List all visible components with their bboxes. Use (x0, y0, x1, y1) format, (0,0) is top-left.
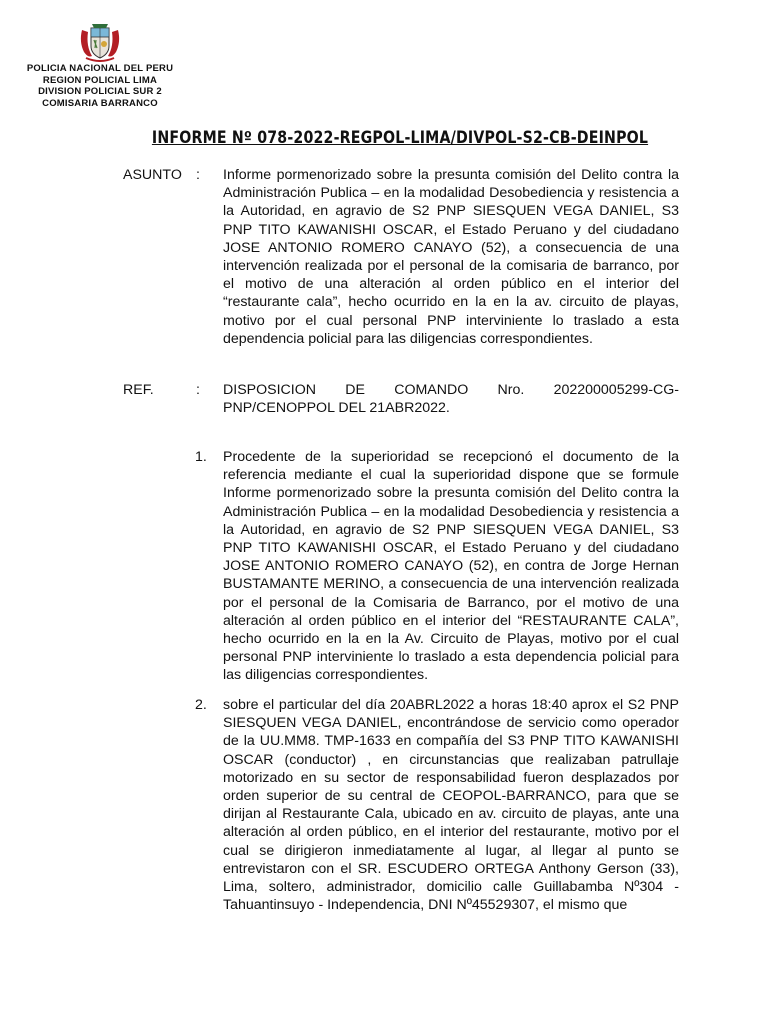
paragraph-2-text: sobre el particular del día 20ABRL2022 a horas 18:40 aprox el S2 PNP SIESQUEN VEGA DANIEL, encontrándose de servicio como operador de la UU.MM8. TMP-1633 en compañía del S3 PNP TITO KAWANISHI OSCAR (conductor) , en circunstancias que realizaban patrullaje motorizado en su sector de responsabilidad fueron desplazados por orden superior de su central de CEOPOL-BARRANCO, para que se dirijan al Restaurante Cala, ubicado en av. circuito de playas, ante una alteración al orden público, en el interior del restaurante, motivo por el cual se dirigieron inmediatamente al lugar, al llegar al punto se entrevistaron con el SR. ESCUDERO ORTEGA Anthony Gerson (33), Lima, soltero, administrador, domicilio calle Guillabamba Nº304 - Tahuantinsuyo - Independencia, DNI Nº45529307, el mismo que (223, 697, 679, 914)
ref-label: REF. (123, 382, 154, 398)
org-line-3: DIVISION POLICIAL SUR 2 (38, 86, 162, 97)
paragraph-2-number: 2. (195, 697, 207, 713)
ref-colon: : (196, 382, 200, 398)
org-line-1: POLICIA NACIONAL DEL PERU (26, 63, 174, 74)
asunto-colon: : (196, 167, 200, 183)
org-line-4: COMISARIA BARRANCO (42, 97, 158, 109)
ref-text: DISPOSICION DE COMANDO Nro. 202200005299-CG-PNP/CENOPPOL DEL 21ABR2022. (223, 382, 679, 417)
asunto-label: ASUNTO (123, 167, 182, 183)
organization-header (10, 63, 190, 109)
asunto-text: Informe pormenorizado sobre la presunta comisión del Delito contra la Administración Publica – en la modalidad Desobediencia y resistencia a la Autoridad, en agravio de S2 PNP SIESQUEN VEGA DANIEL, S3 PNP TITO KAWANISHI OSCAR, el Estado Peruano y del ciudadano JOSE ANTONIO ROMERO CANAYO (52), a consecuencia de una intervención realizada por el personal de la comisaria de barranco, por el motivo de una alteración al orden público en el interior del “restaurante cala”, hecho ocurrido en la en la av. circuito de playas, motivo por el cual personal PNP interviniente lo traslado a esta dependencia policial para las diligencias correspondientes. (223, 167, 679, 347)
paragraph-1-text: Procedente de la superioridad se recepcionó el documento de la referencia mediante el cual la superioridad dispone que se formule Informe pormenorizado sobre la presunta comisión del Delito contra la Administración Publica – en la modalidad Desobediencia y resistencia a la Autoridad, en agravio de S2 PNP SIESQUEN VEGA DANIEL, S3 PNP TITO KAWANISHI OSCAR, el Estado Peruano y del ciudadano JOSE ANTONIO ROMERO CANAYO (52), en contra de Jorge Hernan BUSTAMANTE MERINO, a consecuencia de una intervención realizada por el personal de la Comisaria de Barranco, por el motivo de una alteración al orden público en el interior del “RESTAURANTE CALA”, hecho ocurrido en la en la Av. Circuito de Playas, motivo por el cual personal PNP interviniente lo traslado a esta dependencia policial para las diligencias correspondientes. (223, 449, 679, 684)
paragraph-1-number: 1. (195, 449, 207, 465)
org-line-2: REGION POLICIAL LIMA (42, 74, 158, 86)
report-title: INFORME Nº 078-2022-REGPOL-LIMA/DIVPOL-S2-CB-DEINPOL (151, 128, 649, 147)
coat-of-arms-emblem (78, 22, 122, 62)
